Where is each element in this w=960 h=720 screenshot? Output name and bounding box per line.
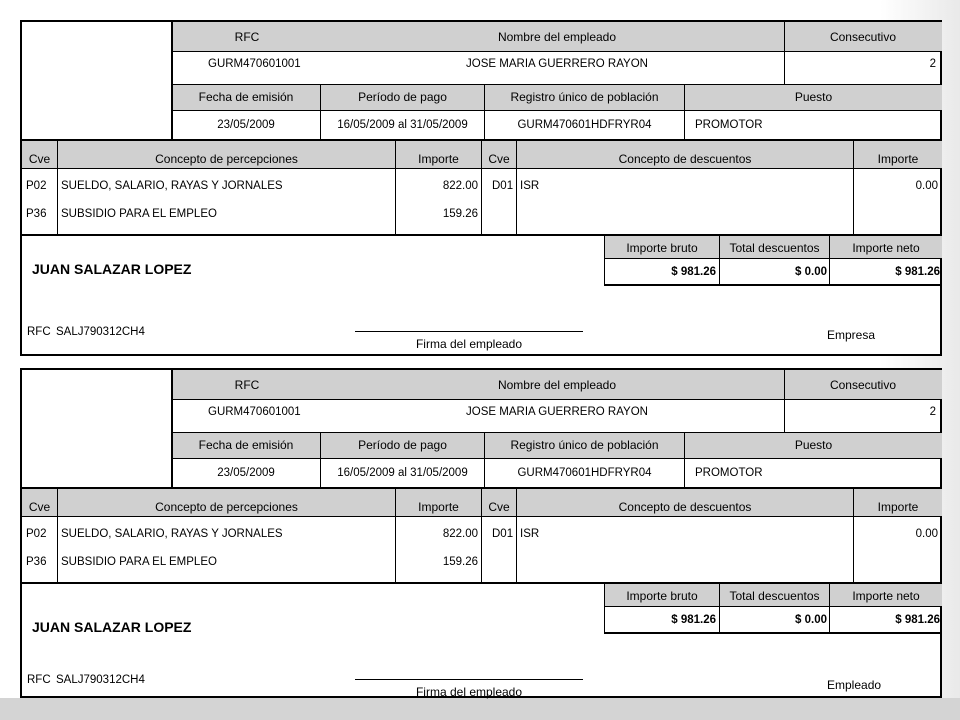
consecutive-value: 2 [929,58,936,70]
employer-name: JUAN SALAZAR LOPEZ [32,619,192,635]
perception-amount-header: Importe [418,152,459,166]
deductions-concept-header: Concepto de descuentos [618,500,752,514]
total-deductions-header: Total descuentos [729,241,820,255]
consecutive-header: Consecutivo [829,378,897,392]
deduction-concept: ISR [520,528,540,540]
rfc-label: RFC [27,674,51,686]
net-amount: $ 981.26 [895,614,940,626]
pay-period-header: Período de pago [358,90,447,104]
curp-value: GURM470601HDFRYR04 [517,119,652,131]
position-value: PROMOTOR [695,467,763,479]
perceptions-concept-header: Concepto de percepciones [155,152,298,166]
signature-label: Firma del empleado [415,337,523,351]
total-deductions-header: Total descuentos [729,589,820,603]
issue-date: 23/05/2009 [217,467,275,479]
pay-period: 16/05/2009 al 31/05/2009 [337,467,468,479]
perception-concept: SUELDO, SALARIO, RAYAS Y JORNALES [61,180,283,192]
curp-header: Registro único de población [510,90,659,104]
employer-rfc: SALJ790312CH4 [56,674,145,686]
perception-concept: SUELDO, SALARIO, RAYAS Y JORNALES [61,528,283,540]
issue-date: 23/05/2009 [217,119,275,131]
curp-value: GURM470601HDFRYR04 [517,467,652,479]
net-amount: $ 981.26 [895,266,940,278]
perceptions-concept-header: Concepto de percepciones [155,500,298,514]
rfc-header: RFC [234,378,260,392]
perception-concept: SUBSIDIO PARA EL EMPLEO [61,556,217,568]
perception-concept: SUBSIDIO PARA EL EMPLEO [61,208,217,220]
issue-date-header: Fecha de emisión [198,90,294,104]
deduction-concept: ISR [520,180,540,192]
employee-rfc: GURM470601001 [208,406,301,418]
copy-label: Empleado [827,678,882,692]
signature-label: Firma del empleado [415,685,523,699]
employee-name: JOSE MARIA GUERRERO RAYON [466,58,648,70]
perception-cve: P36 [26,208,47,220]
gross-amount: $ 981.26 [671,614,716,626]
gross-amount-header: Importe bruto [626,241,698,255]
employee-rfc: GURM470601001 [208,58,301,70]
rfc-label: RFC [27,326,51,338]
total-deductions: $ 0.00 [795,266,827,278]
deduction-cve-header: Cve [488,152,510,166]
perception-cve: P36 [26,556,47,568]
deduction-cve-header: Cve [488,500,510,514]
employer-rfc: SALJ790312CH4 [56,326,145,338]
deduction-amount-header: Importe [877,152,919,166]
employer-name: JUAN SALAZAR LOPEZ [32,261,192,277]
consecutive-header: Consecutivo [829,30,897,44]
payroll-slip-employee-copy [20,368,942,698]
pay-period: 16/05/2009 al 31/05/2009 [337,119,468,131]
pay-period-header: Período de pago [358,438,447,452]
copy-label: Empresa [827,328,876,342]
rfc-header: RFC [234,30,260,44]
deduction-cve: D01 [492,180,514,192]
position-header: Puesto [794,90,833,104]
payroll-slip-company-copy [20,20,942,356]
bottom-band [0,698,960,720]
deduction-amount: 0.00 [915,180,938,192]
deduction-amount-header: Importe [877,500,919,514]
deduction-amount: 0.00 [915,528,938,540]
deductions-concept-header: Concepto de descuentos [618,152,752,166]
perception-amount: 822.00 [442,180,478,192]
total-deductions: $ 0.00 [795,614,827,626]
perception-amount: 159.26 [442,556,478,568]
employee-name-header: Nombre del empleado [497,378,617,392]
employee-name-header: Nombre del empleado [497,30,617,44]
deduction-cve: D01 [492,528,514,540]
position-value: PROMOTOR [695,119,763,131]
perception-amount: 822.00 [442,528,478,540]
perception-cve-header: Cve [28,152,51,166]
employee-name: JOSE MARIA GUERRERO RAYON [466,406,648,418]
perception-amount-header: Importe [418,500,459,514]
perception-cve-header: Cve [28,500,51,514]
position-header: Puesto [794,438,833,452]
issue-date-header: Fecha de emisión [198,438,294,452]
curp-header: Registro único de población [510,438,659,452]
perception-amount: 159.26 [442,208,478,220]
net-amount-header: Importe neto [852,241,920,255]
net-amount-header: Importe neto [852,589,920,603]
perception-cve: P02 [26,180,47,192]
consecutive-value: 2 [929,406,936,418]
perception-cve: P02 [26,528,47,540]
gross-amount-header: Importe bruto [626,589,698,603]
gross-amount: $ 981.26 [671,266,716,278]
